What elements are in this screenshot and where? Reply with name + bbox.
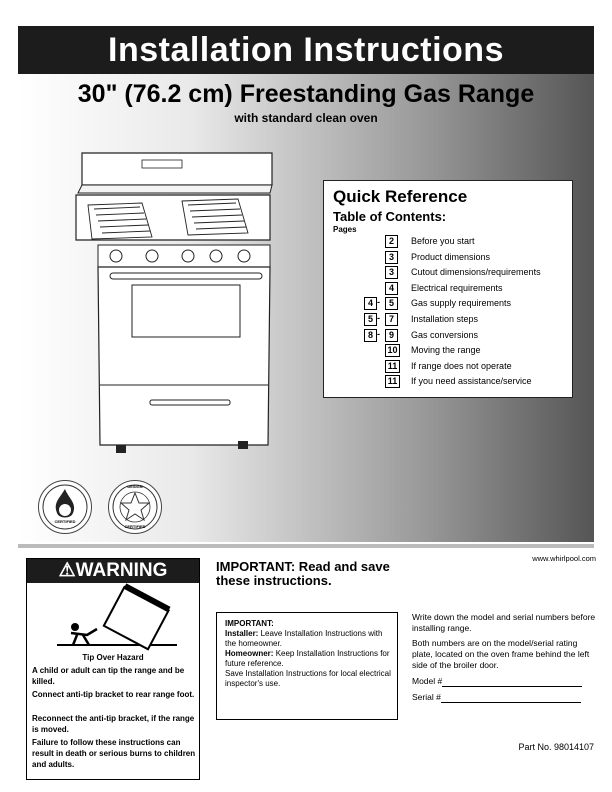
product-subtitle: 30" (76.2 cm) Freestanding Gas Range xyxy=(77,80,535,108)
product-subtitle-secondary: with standard clean oven xyxy=(234,111,378,125)
website-url[interactable]: www.whirlpool.com xyxy=(532,554,596,563)
model-number-field[interactable]: Model # xyxy=(412,676,596,687)
serial-number-field[interactable]: Serial # xyxy=(412,692,596,703)
toc-title: Table of Contents: xyxy=(333,209,447,224)
important-box-title: IMPORTANT: xyxy=(225,619,274,628)
toc-item xyxy=(324,251,572,265)
toc-item xyxy=(324,297,572,311)
toc-item-label: Gas conversions xyxy=(411,329,479,340)
quick-reference-title: Quick Reference xyxy=(333,187,468,206)
design-logo-bottom-text: CERTIFIED xyxy=(124,524,146,529)
model-serial-instructions: Write down the model and serial numbers before installing range. xyxy=(412,612,596,633)
homeowner-note: Homeowner: Keep Installation Instructions for future reference. xyxy=(225,649,390,668)
warning-line: Reconnect the anti-tip bracket, if the range is moved. xyxy=(32,714,195,734)
installer-note: Installer: Leave Installation Instructions with the homeowner. xyxy=(225,629,383,648)
toc-item xyxy=(324,235,572,249)
toc-item-label: Electrical requirements xyxy=(411,282,503,293)
page-end-box: 3 xyxy=(385,266,398,279)
toc-item-label: If range does not operate xyxy=(411,360,512,371)
warning-line: Failure to follow these instructions can result in death or serious burns to children and adults. xyxy=(32,738,196,769)
warning-triangle-icon: ⚠ xyxy=(58,560,76,581)
rating-plate-note: Both numbers are on the model/serial rating plate, located on the oven frame behind the left side of the broiler door. xyxy=(412,638,590,670)
page-end-box: 2 xyxy=(385,235,398,248)
toc-item-label: If you need assistance/service xyxy=(411,376,532,387)
page-start-box: 5 xyxy=(364,313,377,326)
warning-line: A child or adult can tip the range and be killed. xyxy=(32,666,185,686)
toc-item xyxy=(324,282,572,296)
toc-item xyxy=(324,375,572,389)
page-end-box: 9 xyxy=(385,329,398,342)
page-end-box: 10 xyxy=(385,344,400,357)
tip-over-illustration xyxy=(27,583,199,653)
toc-item xyxy=(324,329,572,343)
page-end-box: 11 xyxy=(385,375,400,388)
toc-item-label: Before you start xyxy=(411,236,475,246)
section-divider xyxy=(18,544,594,548)
page-range-dash: - xyxy=(377,297,380,308)
important-box xyxy=(216,612,398,720)
page-range-dash: - xyxy=(377,328,380,339)
important-text xyxy=(225,619,393,689)
pages-label: Pages xyxy=(333,225,357,234)
warning-box xyxy=(26,558,200,780)
toc-item-label: Installation steps xyxy=(411,314,479,324)
design-certified-logo xyxy=(108,480,162,534)
page-end-box: 5 xyxy=(385,297,398,310)
design-logo-top-text: DESIGN xyxy=(127,484,143,489)
toc-item-label: Gas supply requirements xyxy=(411,298,512,309)
warning-heading: ⚠WARNING xyxy=(27,559,199,583)
tip-over-caption: Tip Over Hazard xyxy=(82,653,144,662)
csa-certification-logo xyxy=(38,480,92,534)
page-end-box: 11 xyxy=(385,360,400,373)
page-start-box: 8 xyxy=(364,329,377,342)
page-start-box: 4 xyxy=(364,297,377,310)
document-title: Installation Instructions xyxy=(18,26,594,74)
toc-item xyxy=(324,266,572,280)
warning-line: Connect anti-tip bracket to rear range foot. xyxy=(32,690,195,699)
page-end-box: 4 xyxy=(385,282,398,295)
page-end-box: 3 xyxy=(385,251,398,264)
important-title: IMPORTANT: Read and save these instructions. xyxy=(216,559,390,588)
toc-item-label: Moving the range xyxy=(411,345,481,356)
save-note: Save Installation Instructions for local electrical inspector's use. xyxy=(225,669,391,688)
range-illustration xyxy=(70,145,280,460)
quick-reference-box xyxy=(323,180,573,398)
toc-item xyxy=(324,313,572,327)
page-range-dash: - xyxy=(377,313,380,323)
csa-logo-text: CERTIFIED xyxy=(54,519,76,524)
toc-item-label: Product dimensions xyxy=(411,251,491,262)
part-number: Part No. 98014107 xyxy=(518,742,594,752)
toc-item xyxy=(324,360,572,374)
toc-item-label: Cutout dimensions/requirements xyxy=(411,267,541,278)
toc-item xyxy=(324,344,572,358)
page-end-box: 7 xyxy=(385,313,398,326)
